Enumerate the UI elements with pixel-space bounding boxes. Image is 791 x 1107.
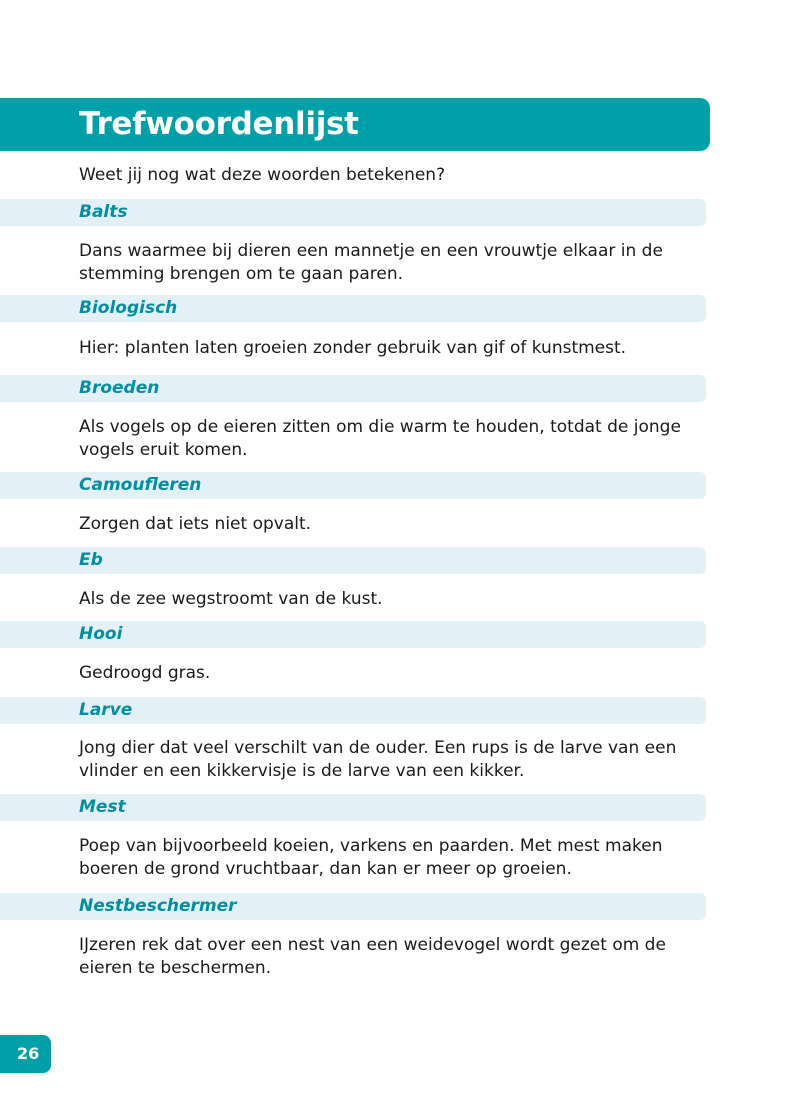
title-banner <box>0 98 710 151</box>
term-definition: Als de zee wegstroomt van de kust. <box>79 589 383 609</box>
intro-text: Weet jij nog wat deze woorden betekenen? <box>79 165 446 185</box>
term-definition: Jong dier dat veel verschilt van de ouder. Een rups is de larve van een vlinder en een kikkervisje is de larve van een kikker. <box>79 738 677 781</box>
term-label: Nestbeschermer <box>79 896 237 916</box>
term-definition: Dans waarmee bij dieren een mannetje en een vrouwtje elkaar in de stemming brengen om te gaan paren. <box>79 241 663 284</box>
term-label: Broeden <box>79 378 160 398</box>
term-bar-larve <box>0 697 706 724</box>
term-bar-hooi <box>0 621 706 648</box>
term-definition: Zorgen dat iets niet opvalt. <box>79 514 312 534</box>
term-label: Camoufleren <box>79 475 202 495</box>
term-definition: Poep van bijvoorbeeld koeien, varkens en paarden. Met mest maken boeren de grond vruchtbaar, dan kan er meer op groeien. <box>79 836 663 879</box>
term-definition: Als vogels op de eieren zitten om die warm te houden, totdat de jonge vogels eruit komen. <box>79 417 681 460</box>
term-definition: IJzeren rek dat over een nest van een weidevogel wordt gezet om de eieren te beschermen. <box>79 935 666 978</box>
term-label: Mest <box>79 797 126 817</box>
term-definition: Hier: planten laten groeien zonder gebruik van gif of kunstmest. <box>79 338 627 358</box>
term-bar-camoufleren <box>0 472 706 499</box>
term-label: Biologisch <box>79 298 178 318</box>
page-number-tab <box>0 1035 51 1073</box>
term-bar-nestbeschermer <box>0 893 706 920</box>
term-label: Balts <box>79 202 128 222</box>
term-bar-biologisch <box>0 295 706 322</box>
term-label: Larve <box>79 700 133 720</box>
term-definition: Gedroogd gras. <box>79 663 211 683</box>
term-label: Eb <box>79 550 103 570</box>
term-bar-mest <box>0 794 706 821</box>
term-bar-eb <box>0 547 706 574</box>
term-label: Hooi <box>79 624 123 644</box>
page-title: Trefwoordenlijst <box>79 106 359 142</box>
term-bar-balts <box>0 199 706 226</box>
page-number: 26 <box>17 1044 40 1063</box>
term-bar-broeden <box>0 375 706 402</box>
